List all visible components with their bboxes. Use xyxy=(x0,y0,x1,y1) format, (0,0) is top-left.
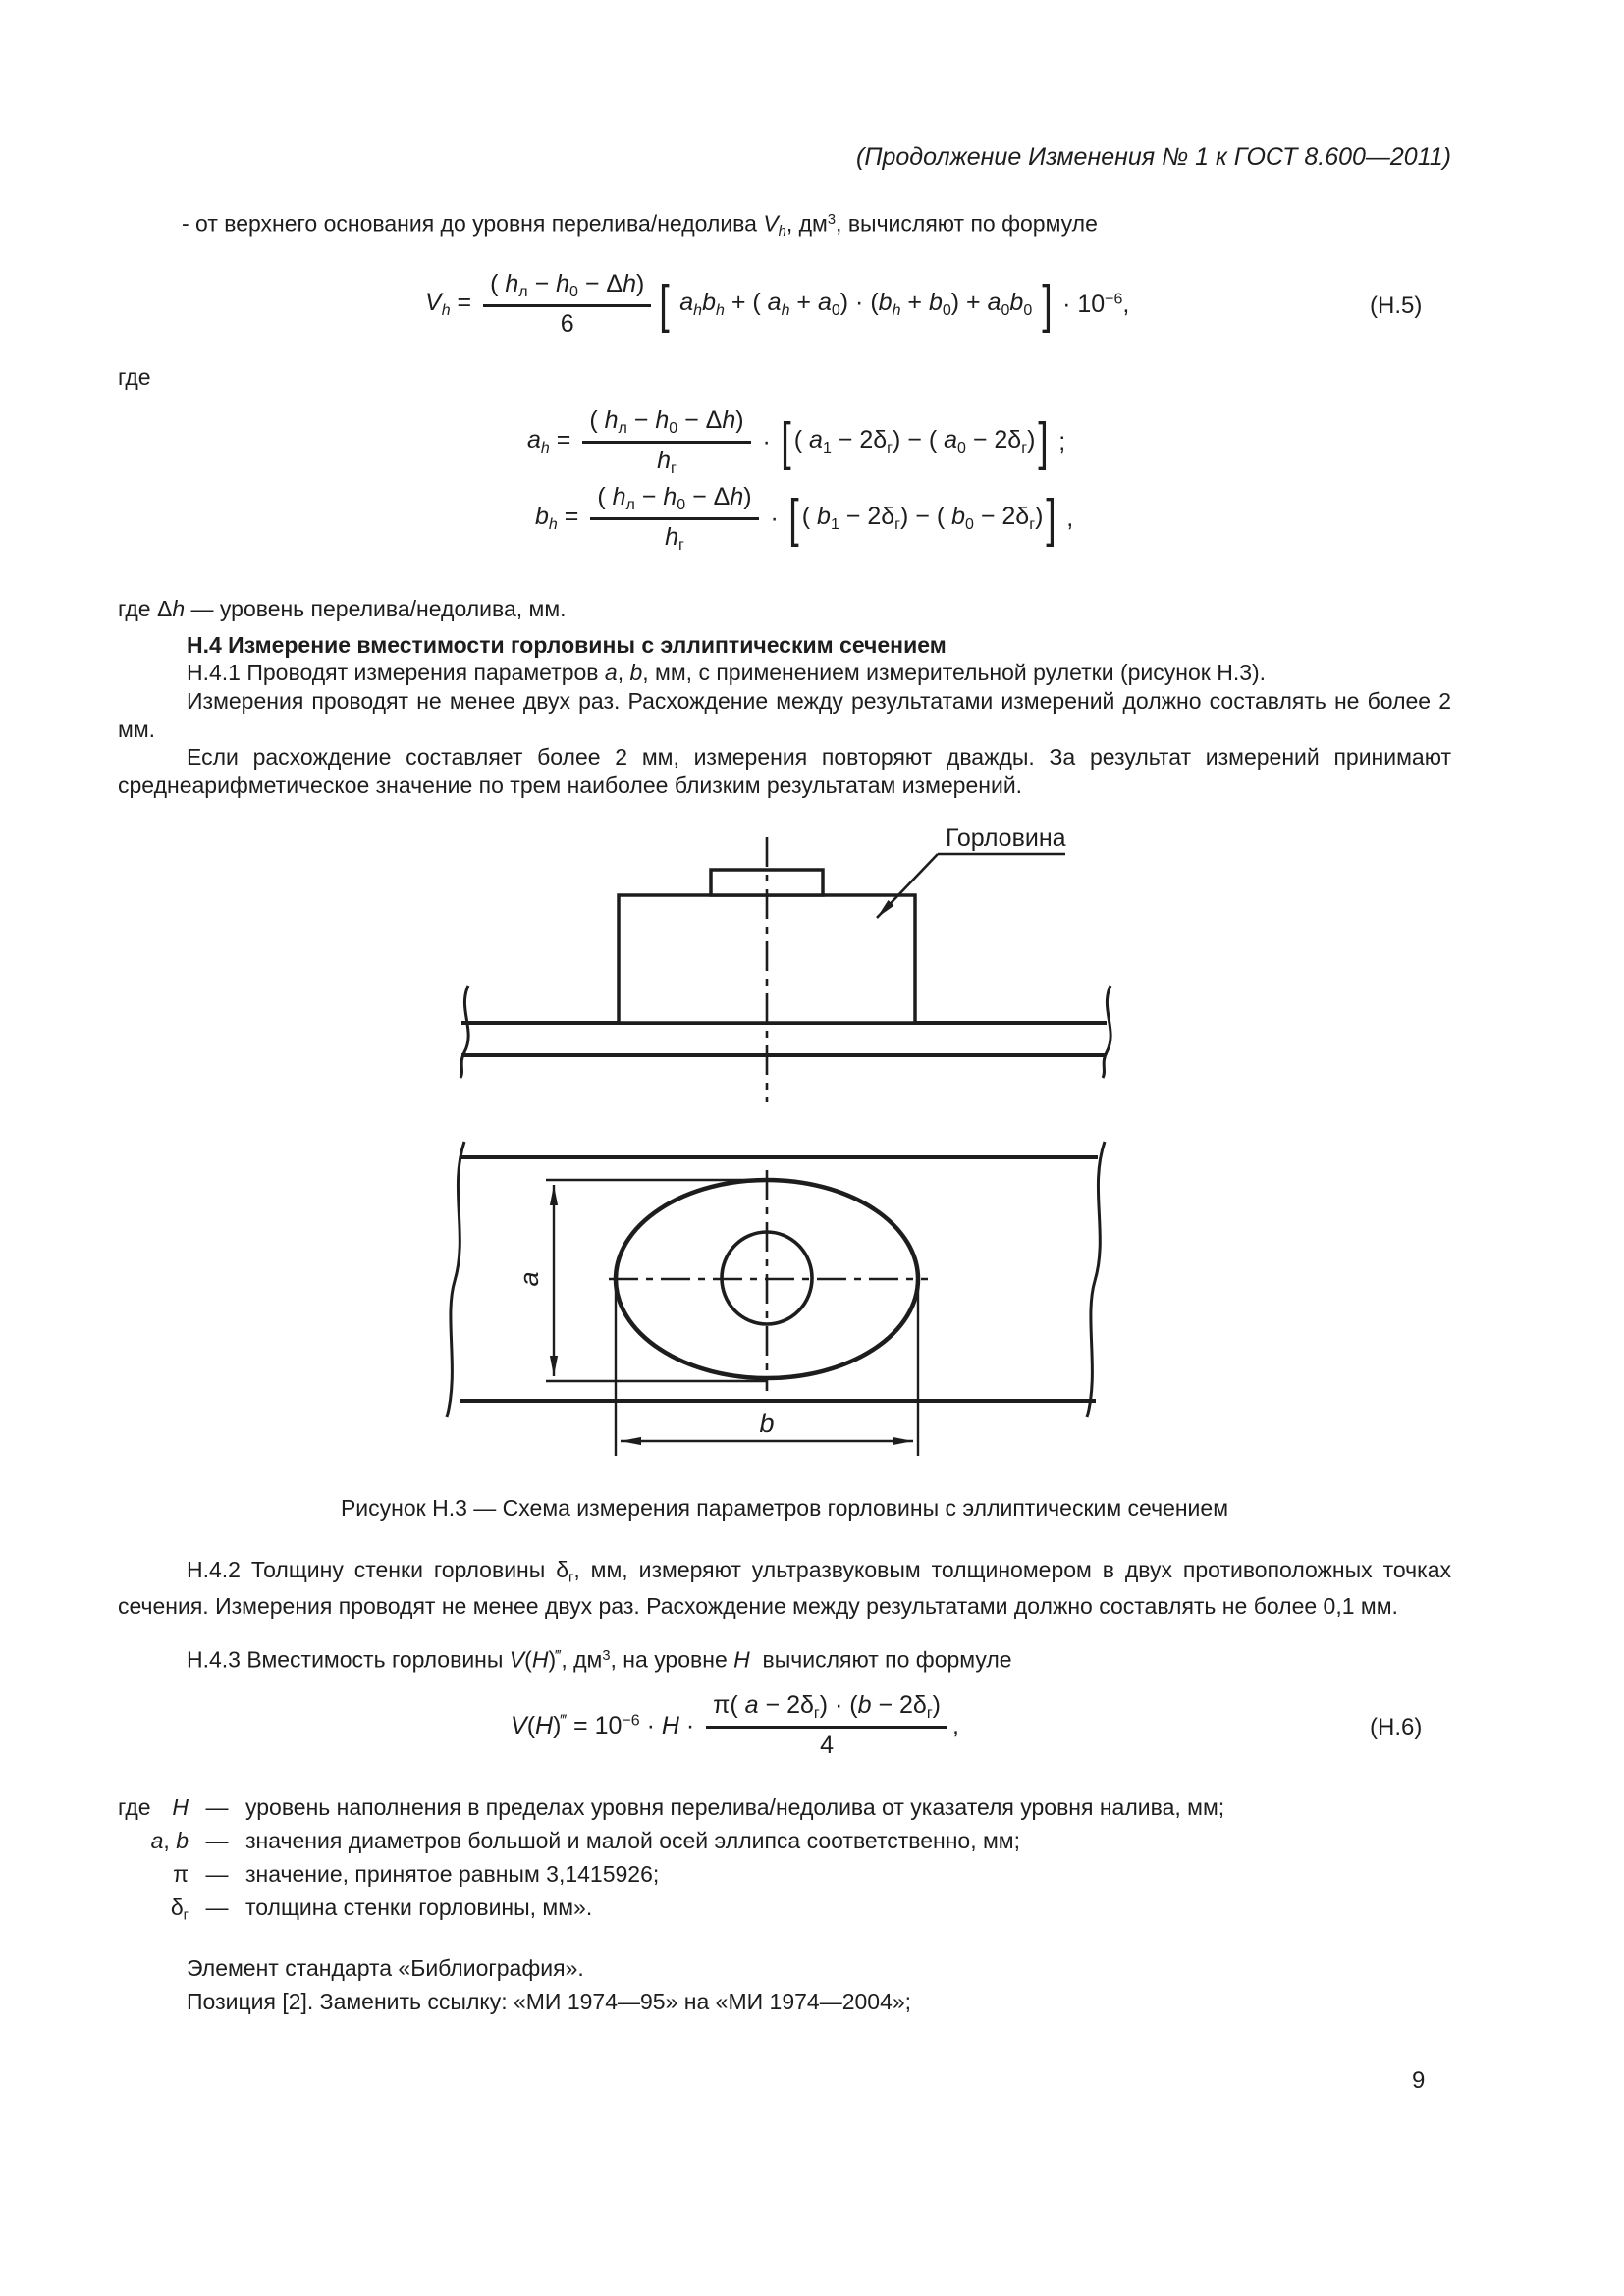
formula-h6: $V(H)^‴ = 10^{-6} \cdot H$ · $\frac{\pi( a - 2\delta_г) \cdot (b - 2\delta_г)}{4}$ , xyxy=(511,1691,959,1759)
break-line-left xyxy=(447,1142,464,1417)
paragraph-h43: Н.4.3 Вместимость горловины V(H)‴, $дм^3$, на уровне H вычисляют по формуле xyxy=(187,1646,1012,1673)
where-dash: — xyxy=(205,1828,229,1853)
break-line-right xyxy=(1103,986,1110,1078)
where-definition: значения диаметров большой и малой осей эллипса соответственно, мм; xyxy=(245,1828,1021,1853)
formula-h5-label: (Н.5) xyxy=(1370,293,1423,319)
paragraph-discrepancy: Если расхождение составляет более 2 мм, измерения повторяют дважды. За результат измерений принимают среднеарифметическое значение по трем наиболее близким результатам измерений. xyxy=(118,744,1451,798)
paragraph-h41: Н.4.1 Проводят измерения параметров a, b, мм, с применением измерительной рулетки (рисунок Н.3). xyxy=(187,660,1267,685)
where-list-row xyxy=(118,1790,1451,1824)
where-lead: где xyxy=(118,1794,151,1820)
break-line-right xyxy=(1087,1142,1105,1417)
where-definition: уровень наполнения в пределах уровня перелива/недолива от указателя уровня налива, мм; xyxy=(245,1794,1225,1820)
where-definition: значение, принятое равным 3,1415926; xyxy=(245,1861,660,1887)
header-note: (Продолжение Изменения № 1 к ГОСТ 8.600—2011) xyxy=(856,143,1451,171)
figure-caption: Рисунок Н.3 — Схема измерения параметров горловины с эллиптическим сечением xyxy=(340,1495,1229,1521)
figure-h3-diagram xyxy=(432,820,1119,1468)
where-list-row xyxy=(118,1857,1451,1891)
formula-ah: $a_h$ = $\frac{( h_л - h_0 - \Delta h)}{h_г}$ · [ ( $a_1 - 2\delta_г$) − ( $a_0 - 2\delta_г$) ] ; xyxy=(527,405,1066,477)
paragraph-h42: Н.4.2 Толщину стенки горловины $\delta_г$, мм, измеряют ультразвуковым толщиномером в двух противоположных точках сечения. Измерения проводят не менее двух раз. Расхождение между результатами должно составлять не более 0,1 мм. xyxy=(118,1557,1451,1619)
paragraph-bibliography-element: Элемент стандарта «Библиография». xyxy=(187,1955,584,1981)
where-list-row xyxy=(118,1824,1451,1857)
dimension-a-label: a xyxy=(514,1271,544,1287)
where-term: $\delta_г$ xyxy=(170,1895,189,1924)
where-term: π xyxy=(173,1861,189,1887)
section-h4-heading: Н.4 Измерение вместимости горловины с эллиптическим сечением xyxy=(187,632,947,658)
where-dash: — xyxy=(205,1895,229,1920)
intro-paragraph: - от верхнего основания до уровня перелива/недолива $V_h$, $дм^3$, вычисляют по формуле xyxy=(182,210,1098,240)
where-term: H xyxy=(172,1794,189,1820)
paragraph-position-2: Позиция [2]. Заменить ссылку: «МИ 1974—95» на «МИ 1974—2004»; xyxy=(187,1989,912,2014)
plan-view xyxy=(447,1142,1105,1456)
formula-bh: $b_h$ = $\frac{( h_л - h_0 - \Delta h)}{h_г}$ · [ ( $b_1 - 2\delta_г$) − ( $b_0 - 2\delta_г$) ] , xyxy=(535,482,1074,554)
side-view xyxy=(460,837,1110,1102)
where-definition: толщина стенки горловины, мм». xyxy=(245,1895,593,1920)
where-dash: — xyxy=(205,1861,229,1887)
where-term: a, b xyxy=(150,1828,189,1853)
where-list-row xyxy=(118,1891,1451,1932)
page-number: 9 xyxy=(1412,2067,1426,2094)
where-word: где xyxy=(118,364,151,390)
neck-label: Горловина xyxy=(946,825,1066,852)
formula-h5: $V_h$ = $\frac{( h_л - h_0 - \Delta h)}{6}$ [ $a_hb_h$ + ( $a_h + a_0) \cdot (b_h + b_0) + a_0b_0$ ] · $10^{-6}$, xyxy=(425,270,1130,338)
dimension-b-label: b xyxy=(759,1409,775,1438)
paragraph-measurements: Измерения проводят не менее двух раз. Расхождение между результатами измерений должно составлять не более 2 мм. xyxy=(118,688,1451,742)
where-dash: — xyxy=(205,1794,229,1820)
where-dh-paragraph: где Δh — уровень перелива/недолива, мм. xyxy=(118,596,567,621)
formula-h6-label: (Н.6) xyxy=(1370,1714,1423,1740)
break-line-left xyxy=(460,986,468,1078)
